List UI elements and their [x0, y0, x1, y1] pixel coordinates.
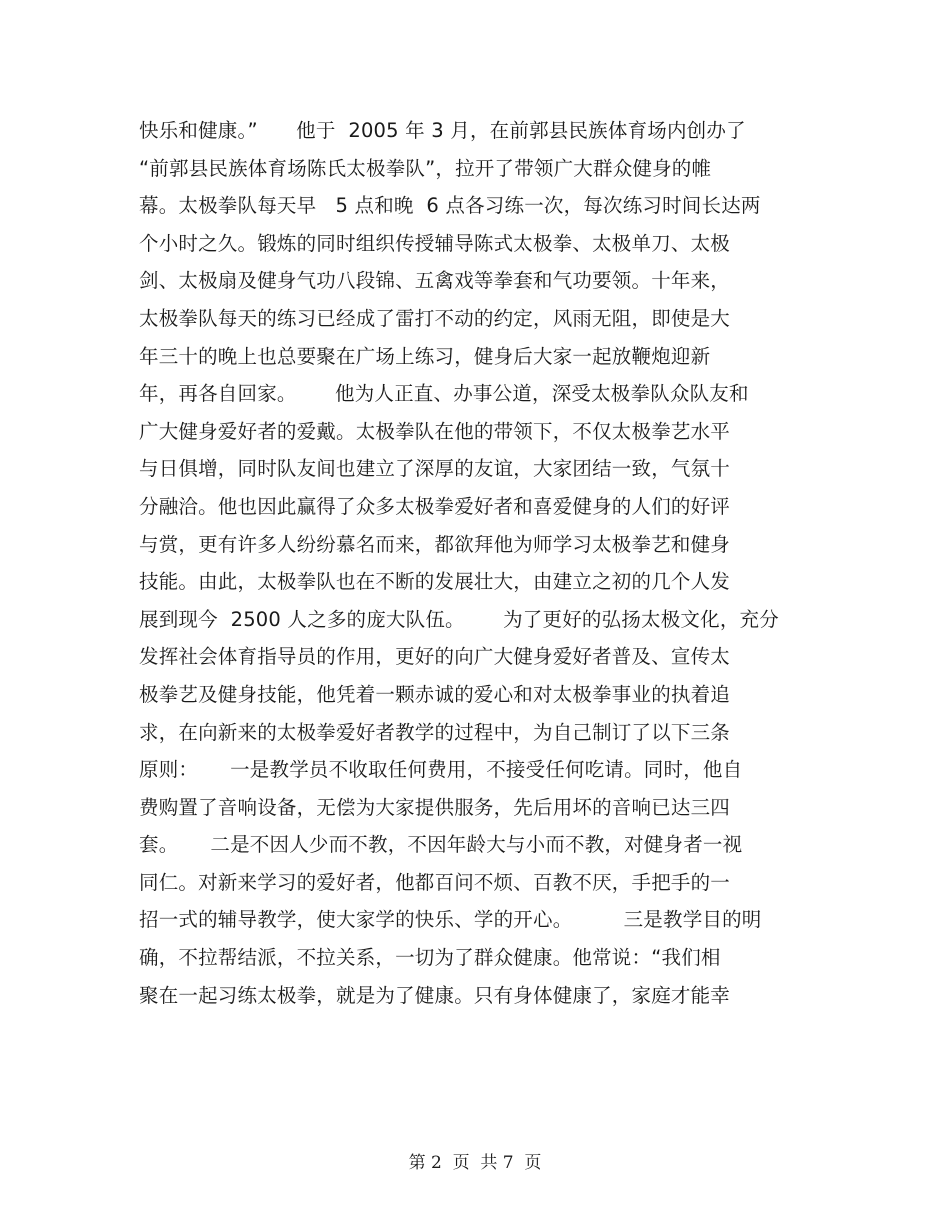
- text-line: 与赏，更有许多人纷纷慕名而来，都欲拜他为师学习太极拳艺和健身: [139, 532, 731, 556]
- page-number-footer: 第 2 页 共 7 页: [408, 1153, 542, 1173]
- text-line: 技能。由此，太极拳队也在不断的发展壮大，由建立之初的几个人发: [139, 570, 731, 594]
- text-line: 幕。太极拳队每天早 5 点和晚 6 点各习练一次，每次练习时间长达两: [139, 194, 761, 218]
- text-line: 展到现今 2500 人之多的庞大队伍。 为了更好的弘扬太极文化，充分: [139, 607, 779, 631]
- text-line: 年三十的晚上也总要聚在广场上练习，健身后大家一起放鞭炮迎新: [139, 344, 711, 368]
- text-line: 求，在向新来的太极拳爱好者教学的过程中，为自己制订了以下三条: [139, 720, 731, 744]
- text-line: 同仁。对新来学习的爱好者，他都百问不烦、百教不厌，手把手的一: [139, 870, 731, 894]
- text-line: 广大健身爱好者的爱戴。太极拳队在他的带领下，不仅太极拳艺水平: [139, 419, 731, 443]
- text-line: 个小时之久。锻炼的同时组织传授辅导陈式太极拳、太极单刀、太极: [139, 231, 731, 255]
- body-text: [139, 112, 819, 1014]
- text-line: 费购置了音响设备，无偿为大家提供服务，先后用坏的音响已达三四: [139, 795, 731, 819]
- text-line: 发挥社会体育指导员的作用，更好的向广大健身爱好者普及、宣传太: [139, 645, 731, 669]
- text-line: 分融洽。他也因此赢得了众多太极拳爱好者和喜爱健身的人们的好评: [139, 494, 731, 518]
- text-line: 快乐和健康。” 他于 2005 年 3 月，在前郭县民族体育场内创办了: [139, 119, 746, 142]
- text-line: 原则： 一是教学员不收取任何费用，不接受任何吃请。同时，他自: [139, 758, 743, 782]
- text-line: 套。 二是不因人少而不教，不因年龄大与小而不教，对健身者一视: [139, 833, 743, 857]
- text-line: 确，不拉帮结派，不拉关系，一切为了群众健康。他常说：“我们相: [139, 946, 721, 970]
- text-line: 剑、太极扇及健身气功八段锦、五禽戏等拳套和气功要领。十年来，: [139, 269, 731, 293]
- text-line: 年，再各自回家。 他为人正直、办事公道，深受太极拳队众队友和: [139, 382, 749, 406]
- text-line: 招一式的辅导教学，使大家学的快乐、学的开心。 三是教学目的明: [139, 908, 762, 932]
- text-line: “前郭县民族体育场陈氏太极拳队”，拉开了带领广大群众健身的帷: [139, 156, 712, 180]
- text-line: 与日俱增，同时队友间也建立了深厚的友谊，大家团结一致，气氛十: [139, 457, 731, 481]
- text-line: 极拳艺及健身技能，他凭着一颗赤诚的爱心和对太极拳事业的执着追: [139, 682, 731, 706]
- text-line: 聚在一起习练太极拳，就是为了健康。只有身体健康了，家庭才能幸: [139, 983, 731, 1007]
- text-line: 太极拳队每天的练习已经成了雷打不动的约定，风雨无阻，即使是大: [139, 306, 731, 330]
